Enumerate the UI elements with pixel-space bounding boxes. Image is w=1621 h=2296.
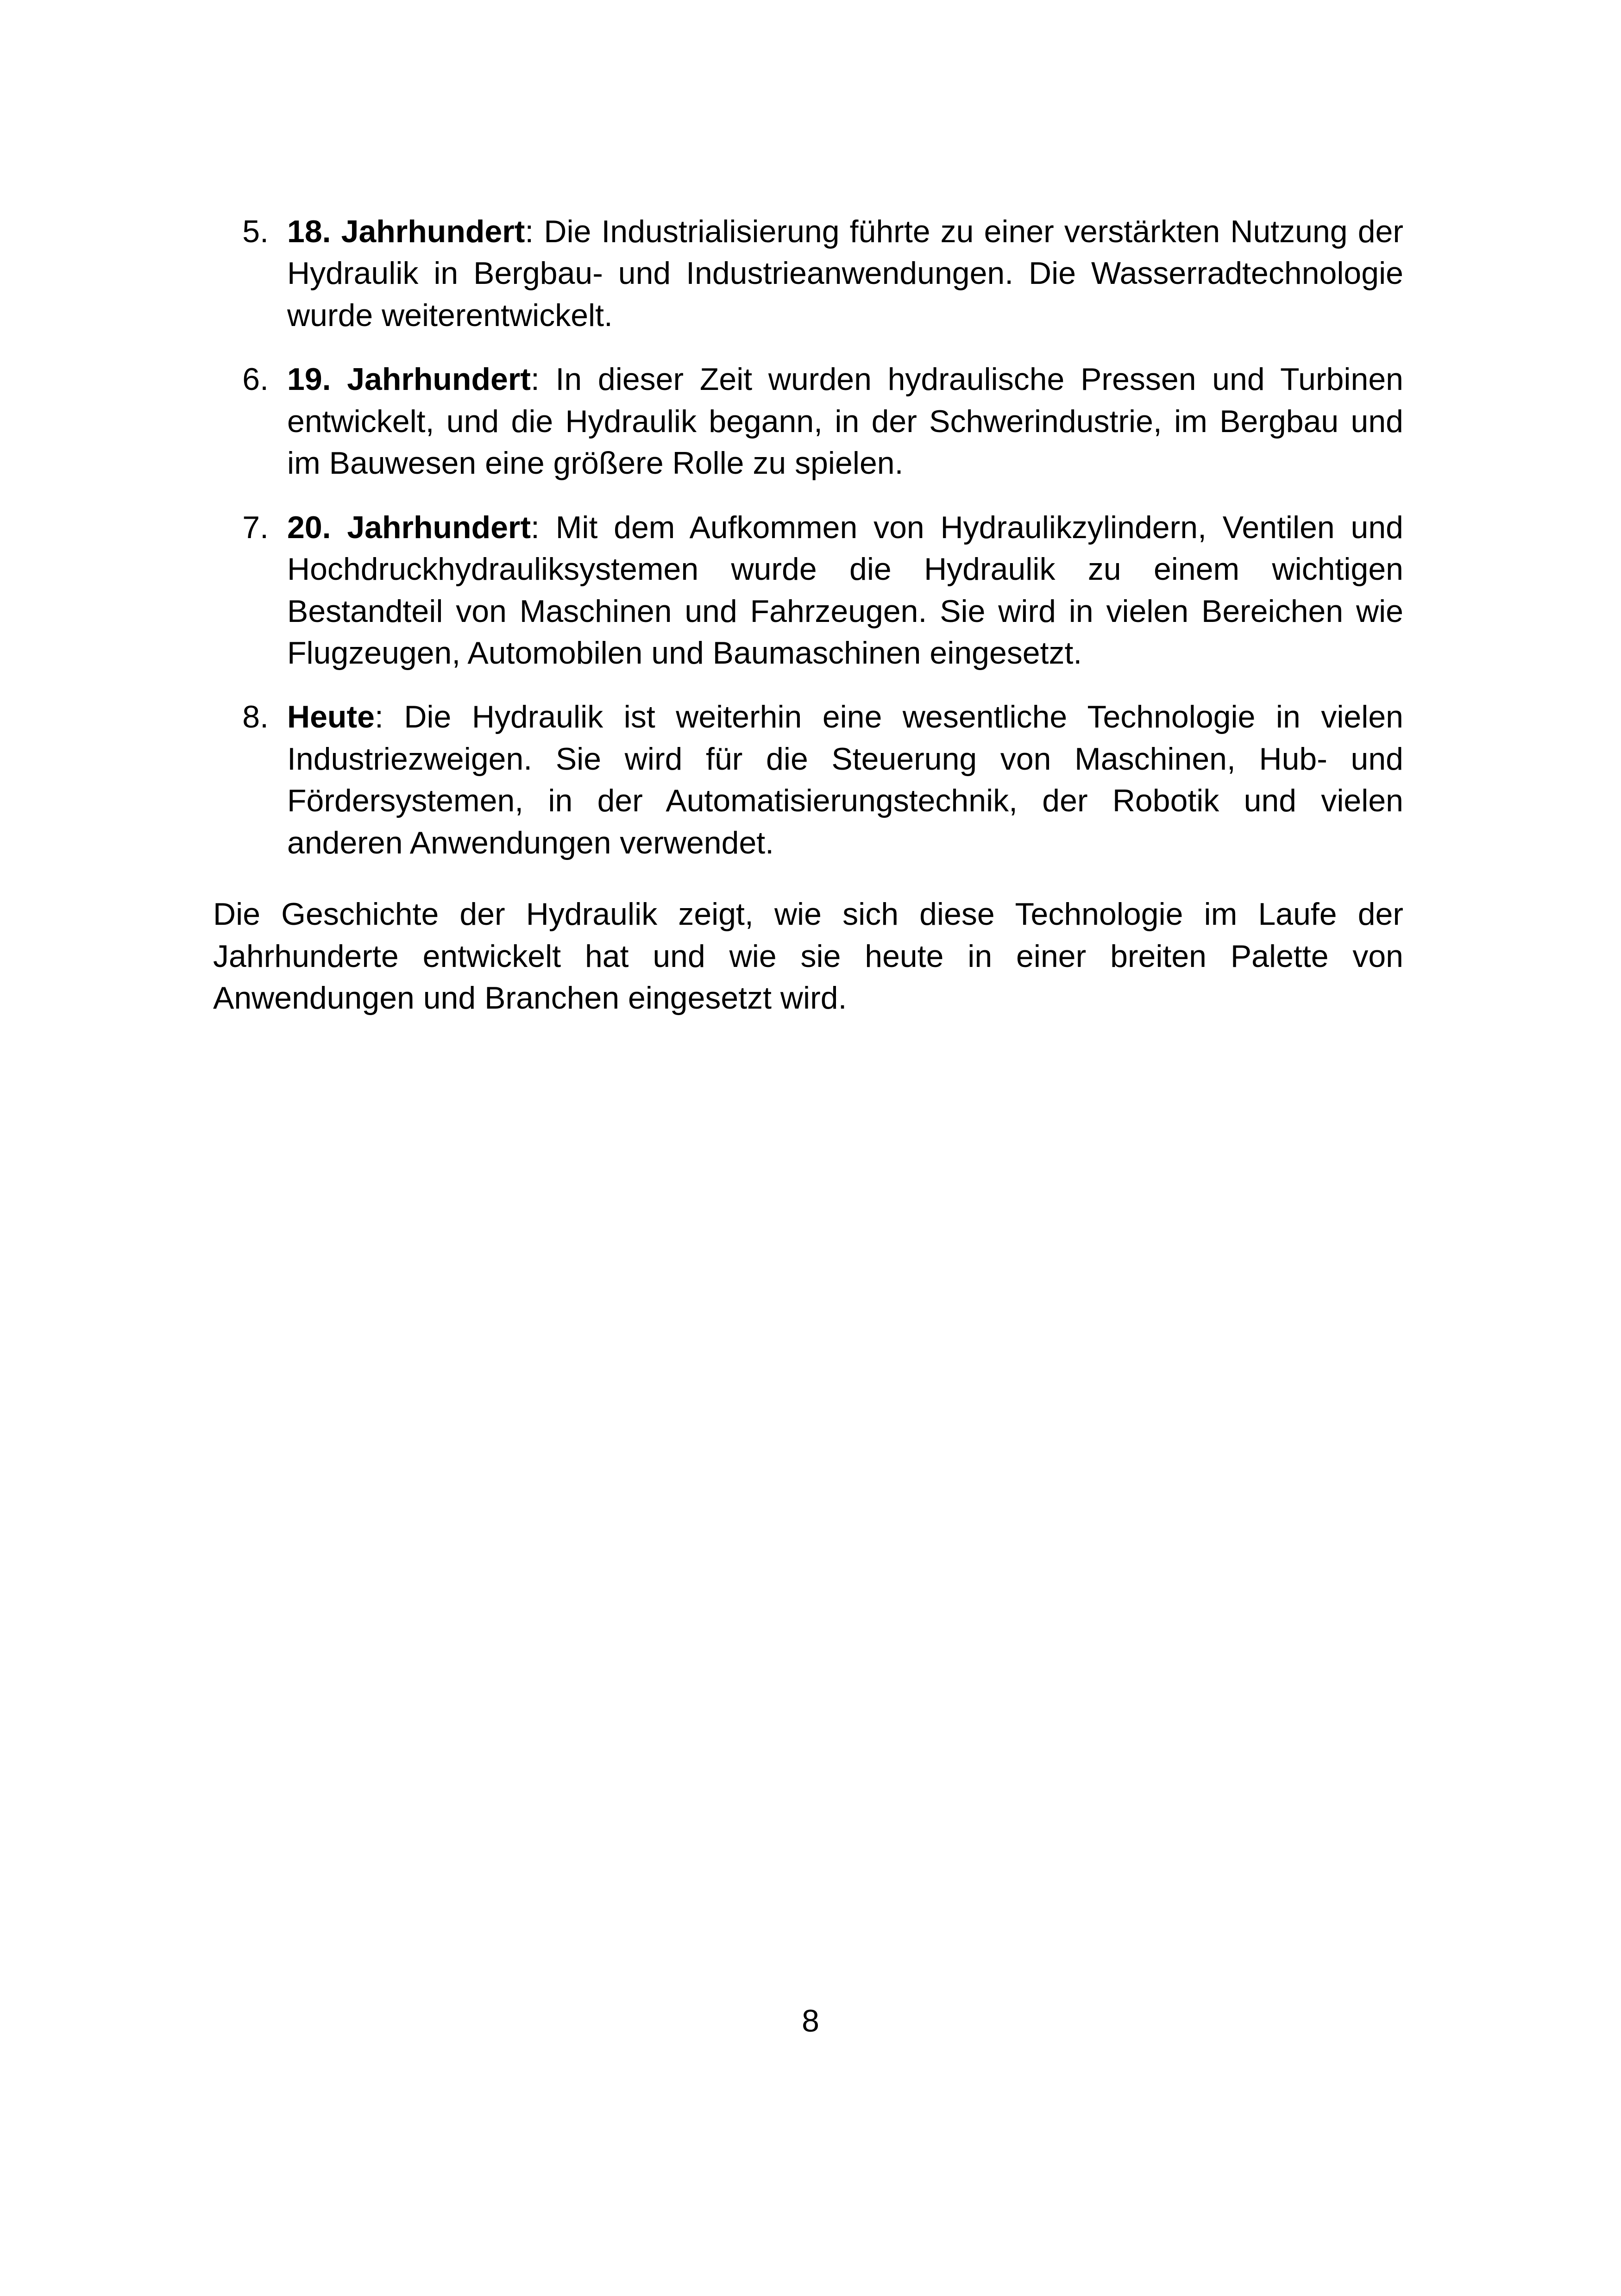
list-item [213, 507, 1403, 674]
list-item-body: : Die Industrialisierung führte zu einer verstärkten Nutzung der Hydraulik in Bergbau- und Industrieanwendungen. Die Wasserradtechnologie wurde weiterentwickelt. [287, 214, 1403, 333]
list-item-text [287, 696, 1403, 864]
list-item [213, 358, 1403, 484]
list-item [213, 211, 1403, 336]
list-item-marker: 5. [242, 214, 269, 249]
list-item-body: : Mit dem Aufkommen von Hydraulikzylindern, Ventilen und Hochdruckhydrauliksystemen wurde die Hydraulik zu einem wichtigen Bestandteil von Maschinen und Fahrzeugen. Sie wird in vielen Bereichen wie Flugzeugen, Automobilen und Baumaschinen eingesetzt. [287, 509, 1403, 671]
list-item-body: : In dieser Zeit wurden hydraulische Pressen und Turbinen entwickelt, und die Hydraulik begann, in der Schwerindustrie, im Bergbau und im Bauwesen eine größere Rolle zu spielen. [287, 362, 1403, 481]
page-content [213, 211, 1403, 1019]
list-item-text [287, 358, 1403, 484]
list-item-marker: 6. [242, 362, 269, 397]
list-item-lead: Heute [287, 699, 375, 735]
list-item-lead: 19. Jahrhundert [287, 362, 531, 397]
list-item-text [287, 211, 1403, 336]
page-number: 8 [802, 2003, 819, 2039]
list-item [213, 696, 1403, 864]
list-item-marker: 7. [242, 509, 269, 545]
numbered-list [213, 211, 1403, 864]
closing-paragraph: Die Geschichte der Hydraulik zeigt, wie sich diese Technologie im Laufe der Jahrhunderte entwickelt hat und wie sie heute in einer breiten Palette von Anwendungen und Branchen eingesetzt wird. [213, 897, 1403, 1016]
list-item-body: : Die Hydraulik ist weiterhin eine wesentliche Technologie in vielen Industriezweigen. Sie wird für die Steuerung von Maschinen, Hub- und Fördersystemen, in der Automatisierungstechnik, der Robotik und vielen anderen Anwendungen verwendet. [287, 699, 1403, 860]
list-item-lead: 18. Jahrhundert [287, 214, 525, 249]
list-item-text [287, 507, 1403, 674]
list-item-marker: 8. [242, 699, 269, 735]
list-item-lead: 20. Jahrhundert [287, 509, 531, 545]
